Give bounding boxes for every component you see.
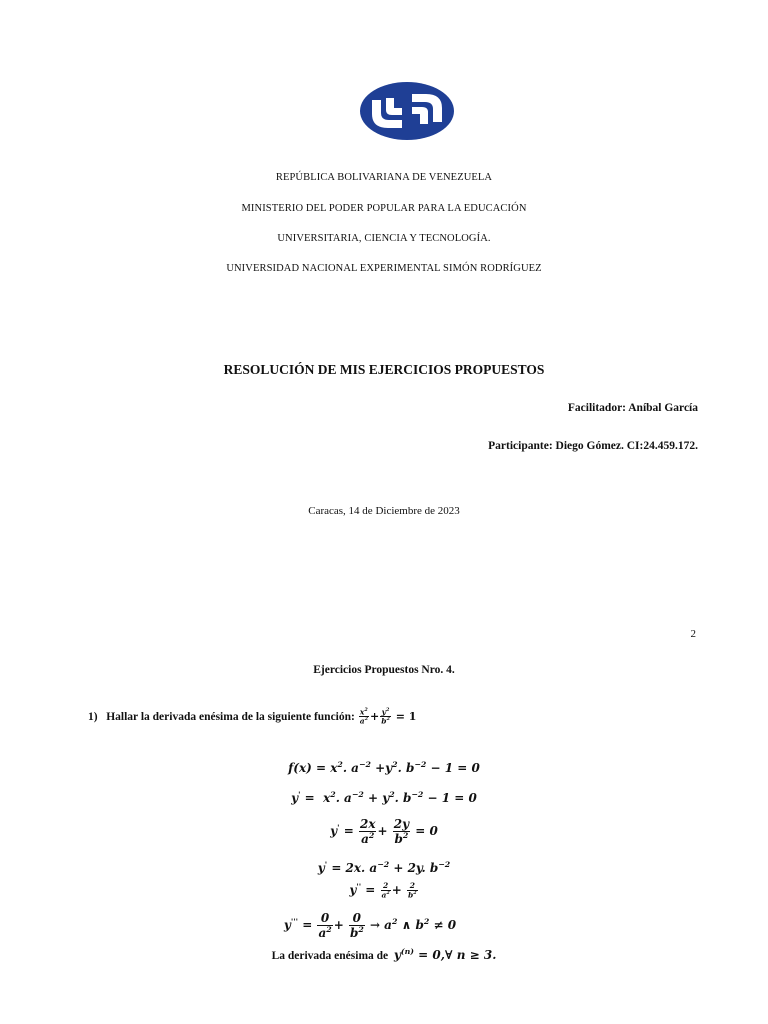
header-republic: REPÚBLICA BOLIVARIANA DE VENEZUELA	[275, 172, 493, 183]
equation-step-2: $y' = x^2$. $a^{-2} + y^2$. $b^{-2} - 1 = 0$	[291, 790, 477, 805]
facilitator-label: Facilitador: Aníbal García	[567, 402, 698, 414]
exercises-heading: Ejercicios Propuestos Nro. 4.	[313, 664, 455, 676]
equation-step-1: $f(x) = x^2$. $a^{-2} +y^2$. $b^{-2} - 1 = 0$	[288, 760, 480, 775]
header-ministry: MINISTERIO DEL PODER POPULAR PARA LA EDUCACIÓN	[241, 203, 527, 214]
header-ministry-cont: UNIVERSITARIA, CIENCIA Y TECNOLOGÍA.	[277, 233, 491, 244]
participant-label: Participante: Diego Gómez. CI:24.459.172.	[488, 440, 698, 452]
place-date: Caracas, 14 de Diciembre de 2023	[308, 505, 460, 517]
conclusion: La derivada enésima de $y^{(n)}$ = 0,∀ n ≥ 3.	[271, 947, 497, 962]
equation-step-3: y' = $\frac{2x}{a^2}$ + $\frac{2y}{b^2}$ = 0	[330, 817, 438, 846]
equation-step-4: y' = 2x. $a^{-2} + 2y$. $b^{-2}$	[317, 860, 451, 875]
equation-step-5: y'' = $\frac{2}{a^2}$ + $\frac{2}{b^2}$	[349, 881, 417, 900]
conclusion-text: La derivada enésima de	[271, 950, 389, 962]
university-logo	[358, 80, 456, 142]
conclusion-math: = 0,∀ n ≥ 3.	[418, 948, 497, 962]
document-title: RESOLUCIÓN DE MIS EJERCICIOS PROPUESTOS	[223, 362, 545, 377]
exercise-statement: Hallar la derivada enésima de la siguiente función:	[106, 710, 355, 723]
given-equation: $\frac{x^2}{a^2}$ + $\frac{y^2}{b^2}$ = 1	[359, 707, 417, 726]
equation-step-6: y''' = $\frac{0}{a^2}$ + $\frac{0}{b^2}$ → $a^2$ ∧ $b^2 \ne 0$	[283, 911, 457, 940]
header-university: UNIVERSIDAD NACIONAL EXPERIMENTAL SIMÓN RODRÍGUEZ	[226, 263, 542, 274]
item-number: 1)	[88, 710, 98, 723]
exercise-1	[88, 708, 416, 726]
page-number: 2	[690, 628, 696, 640]
